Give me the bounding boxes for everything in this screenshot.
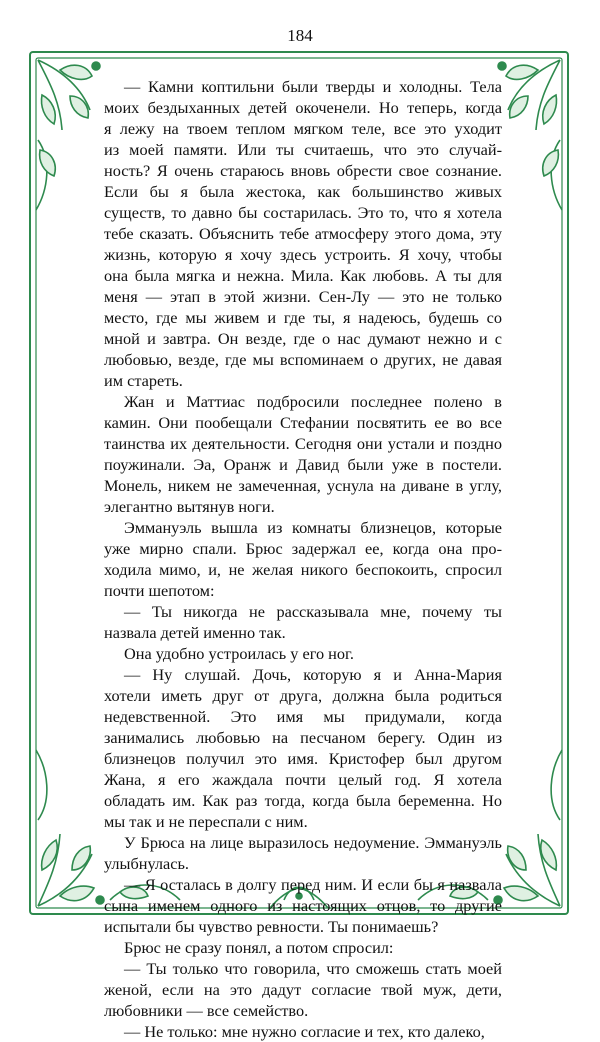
text-line: ходила мимо, и, не желая никого беспокоить, спросил — [104, 560, 502, 579]
text-line: почти шепотом: — [104, 581, 215, 600]
text-line: любовью, везде, где мы вспоминаем о других, не давая — [104, 350, 502, 369]
text-line: таинства их деятельности. Сегодня они устали и поздно — [104, 434, 502, 453]
text-line: улыбнулась. — [104, 854, 189, 873]
text-line: Эммануэль вышла из комнаты близнецов, которые — [124, 518, 502, 537]
text-line: хотели иметь друг от друга, должна была родиться — [104, 686, 502, 705]
text-line: недевственной. Это имя мы придумали, когда — [104, 707, 502, 726]
text-line: мной и завтра. Он везде, где о нас думают нежно и с — [104, 329, 502, 348]
text-line: женой, если на это дадут согласие твой муж, дети, — [104, 980, 502, 999]
page-number: 184 — [287, 26, 313, 45]
text-line: Брюс не сразу понял, а потом спросил: — [124, 938, 394, 957]
text-line: камин. Они пообещали Стефании посвятить ее во все — [104, 413, 502, 432]
text-line: поужинали. Эа, Оранж и Давид были уже в постели. — [104, 455, 502, 474]
text-line: — Ну слушай. Дочь, которую я и Анна-Мария — [124, 665, 502, 684]
text-line: моих бездыханных детей окоченели. Но теперь, когда — [104, 98, 502, 117]
text-line: я лежу на твоем теплом мягком теле, все это уходит — [104, 119, 502, 138]
text-line: У Брюса на лице выразилось недоумение. Эммануэль — [124, 833, 502, 852]
text-line: — Ты никогда не рассказывала мне, почему ты — [124, 602, 502, 621]
text-line: место, где мы живем и где ты, я надеюсь, будешь со — [104, 308, 502, 327]
text-line: испытали бы чувство ревности. Ты понимаешь? — [104, 917, 439, 936]
text-line: Жана, я его жаждала почти целый год. Я хотела — [104, 770, 502, 789]
text-line: она была мягка и нежна. Мила. Как любовь. А ты для — [104, 266, 502, 285]
text-line: сына именем одного из настоящих отцов, то другие — [104, 896, 502, 915]
text-line: мы так и не переспали с ним. — [104, 812, 308, 831]
text-line: тебе сказать. Объяснить тебе атмосферу этого дома, эту — [104, 224, 502, 243]
text-line: — Ты только что говорила, что сможешь стать моей — [124, 959, 502, 978]
text-line: занимались любовью на песчаном берегу. Один из — [104, 728, 502, 747]
text-line: близнецов получил это имя. Кристофер был другом — [104, 749, 502, 768]
text-line: Она удобно устроилась у его ног. — [124, 644, 354, 663]
text-line: ность? Я очень стараюсь вновь обрести свое сознание. — [104, 161, 502, 180]
text-line: элегантно вытянув ноги. — [104, 497, 275, 516]
text-line: назвала детей именно так. — [104, 623, 286, 642]
text-line: — Камни коптильни были тверды и холодны. Тела — [124, 77, 502, 96]
text-line: любовники — все семейство. — [104, 1001, 309, 1020]
text-line: Если бы я была жестока, как большинство живых — [104, 182, 502, 201]
text-line: уже мирно спали. Брюс задержал ее, когда она про- — [104, 539, 502, 558]
text-line: Жан и Маттиас подбросили последнее полено в — [124, 392, 502, 411]
text-line: существ, то давно бы состарилась. Это то, что я хотела — [104, 203, 502, 222]
text-line: меня — этап в этой жизни. Сен-Лу — это не только — [104, 287, 502, 306]
text-line: жизнь, которую я хочу здесь устроить. Я хочу, чтобы — [104, 245, 502, 264]
text-line: Монель, никем не замеченная, уснула на диване в углу, — [104, 476, 502, 495]
corner-ornament-top-right — [498, 60, 562, 210]
text-line: обладать им. Как раз тогда, когда была беременна. Но — [104, 791, 502, 810]
corner-ornament-top-left — [36, 60, 100, 210]
text-line: — Я осталась в долгу перед ним. И если бы я назвала — [124, 875, 502, 894]
text-line: им стареть. — [104, 371, 183, 390]
text-line: из моей памяти. Или ты считаешь, что это случай- — [104, 140, 502, 159]
text-line: — Не только: мне нужно согласие и тех, кто далеко, — [124, 1022, 485, 1041]
body-text — [104, 76, 502, 1042]
